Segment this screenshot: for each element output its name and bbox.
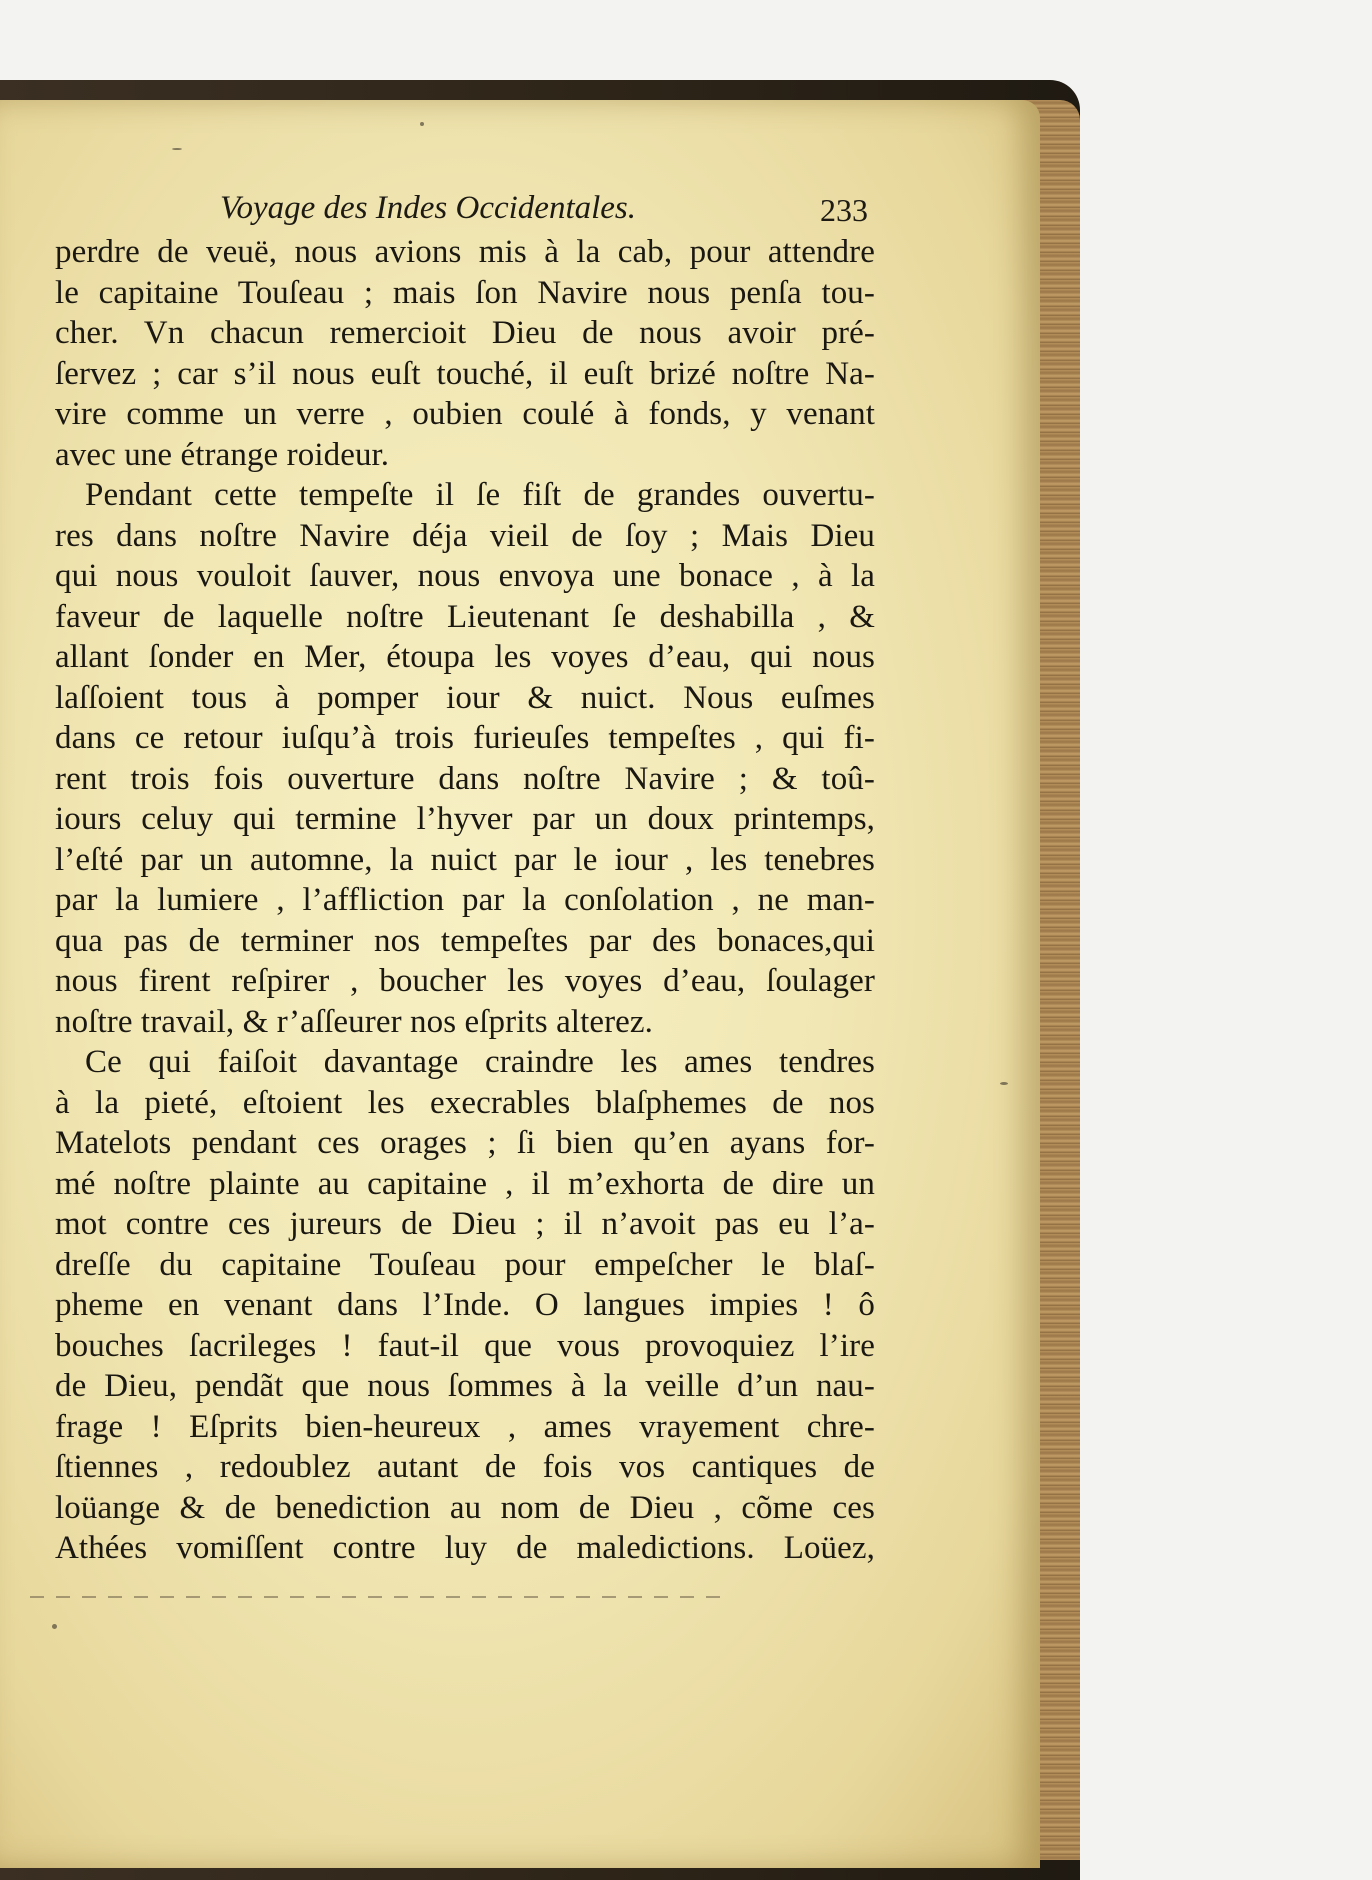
- text-line: mot contre ces jureurs de Dieu ; il n’avoit pas eu l’a-: [55, 1206, 875, 1242]
- text-line: Athées vomiſſent contre luy de maledictions. Loüez,: [55, 1530, 875, 1566]
- text-line: iours celuy qui termine l’hyver par un doux printemps,: [55, 801, 875, 837]
- text-line: cher. Vn chacun remercioit Dieu de nous avoir pré-: [55, 315, 875, 351]
- running-head: [0, 190, 900, 234]
- ink-speck: [1000, 1082, 1008, 1085]
- ink-speck: [420, 122, 424, 126]
- running-head-title: Voyage des Indes Occidentales.: [220, 190, 637, 226]
- text-line: perdre de veuë, nous avions mis à la cab, pour attendre: [55, 234, 875, 270]
- text-line: l’eſté par un automne, la nuict par le iour , les tenebres: [55, 841, 875, 878]
- ink-speck: [52, 1624, 57, 1629]
- text-line: pheme en venant dans l’Inde. O langues impies ! ô: [55, 1287, 875, 1323]
- text-line: loüange & de benediction au nom de Dieu , cõme ces: [55, 1489, 875, 1526]
- text-line: qua pas de terminer nos tempeſtes par des bonaces,qui: [55, 922, 875, 959]
- ink-speck: [172, 148, 182, 150]
- text-line: à la pieté, eſtoient les execrables blaſphemes de nos: [55, 1084, 875, 1121]
- text-line: de Dieu, pendãt que nous ſommes à la veille d’un nau-: [55, 1368, 875, 1404]
- text-line: nous firent reſpirer , boucher les voyes d’eau, ſoulager: [55, 963, 875, 999]
- text-line: noſtre travail, & r’aſſeurer nos eſprits alterez.: [55, 1003, 654, 1040]
- text-line: allant ſonder en Mer, étoupa les voyes d’eau, qui nous: [55, 639, 875, 675]
- text-line: faveur de laquelle noſtre Lieutenant ſe deshabilla , &: [55, 598, 875, 635]
- text-line: ſtiennes , redoublez autant de fois vos cantiques de: [55, 1449, 875, 1485]
- text-line: Matelots pendant ces orages ; ſi bien qu’en ayans for-: [55, 1125, 875, 1161]
- text-line: le capitaine Touſeau ; mais ſon Navire nous penſa tou-: [55, 274, 875, 311]
- text-line: avec une étrange roideur.: [55, 436, 390, 473]
- text-line: dans ce retour iuſqu’à trois furieuſes tempeſtes , qui fi-: [55, 720, 875, 756]
- text-line: res dans noſtre Navire déja vieil de ſoy ; Mais Dieu: [55, 517, 875, 554]
- text-line: rent trois fois ouverture dans noſtre Navire ; & toû-: [55, 760, 875, 797]
- text-line: par la lumiere , l’affliction par la conſolation , ne man-: [55, 882, 875, 918]
- text-line: Pendant cette tempeſte il ſe fiſt de grandes ouvertu-: [85, 477, 875, 513]
- text-line: Ce qui faiſoit davantage craindre les ames tendres: [85, 1044, 875, 1080]
- text-line: qui nous vouloit ſauver, nous envoya une bonace , à la: [55, 558, 875, 594]
- page-number: 233: [820, 192, 868, 228]
- bottom-ink-trace: [30, 1596, 730, 1598]
- body-text: [55, 232, 875, 1569]
- text-line: vire comme un verre , oubien coulé à fonds, y venant: [55, 396, 875, 432]
- text-line: frage ! Eſprits bien-heureux , ames vrayement chre-: [55, 1408, 875, 1445]
- text-line: ſervez ; car s’il nous euſt touché, il euſt brizé noſtre Na-: [55, 355, 875, 392]
- text-line: dreſſe du capitaine Touſeau pour empeſcher le blaſ-: [55, 1246, 875, 1283]
- text-line: bouches ſacrileges ! faut-il que vous provoquiez l’ire: [55, 1327, 875, 1364]
- text-line: laſſoient tous à pomper iour & nuict. Nous euſmes: [55, 679, 875, 716]
- text-line: mé noſtre plainte au capitaine , il m’exhorta de dire un: [55, 1165, 875, 1202]
